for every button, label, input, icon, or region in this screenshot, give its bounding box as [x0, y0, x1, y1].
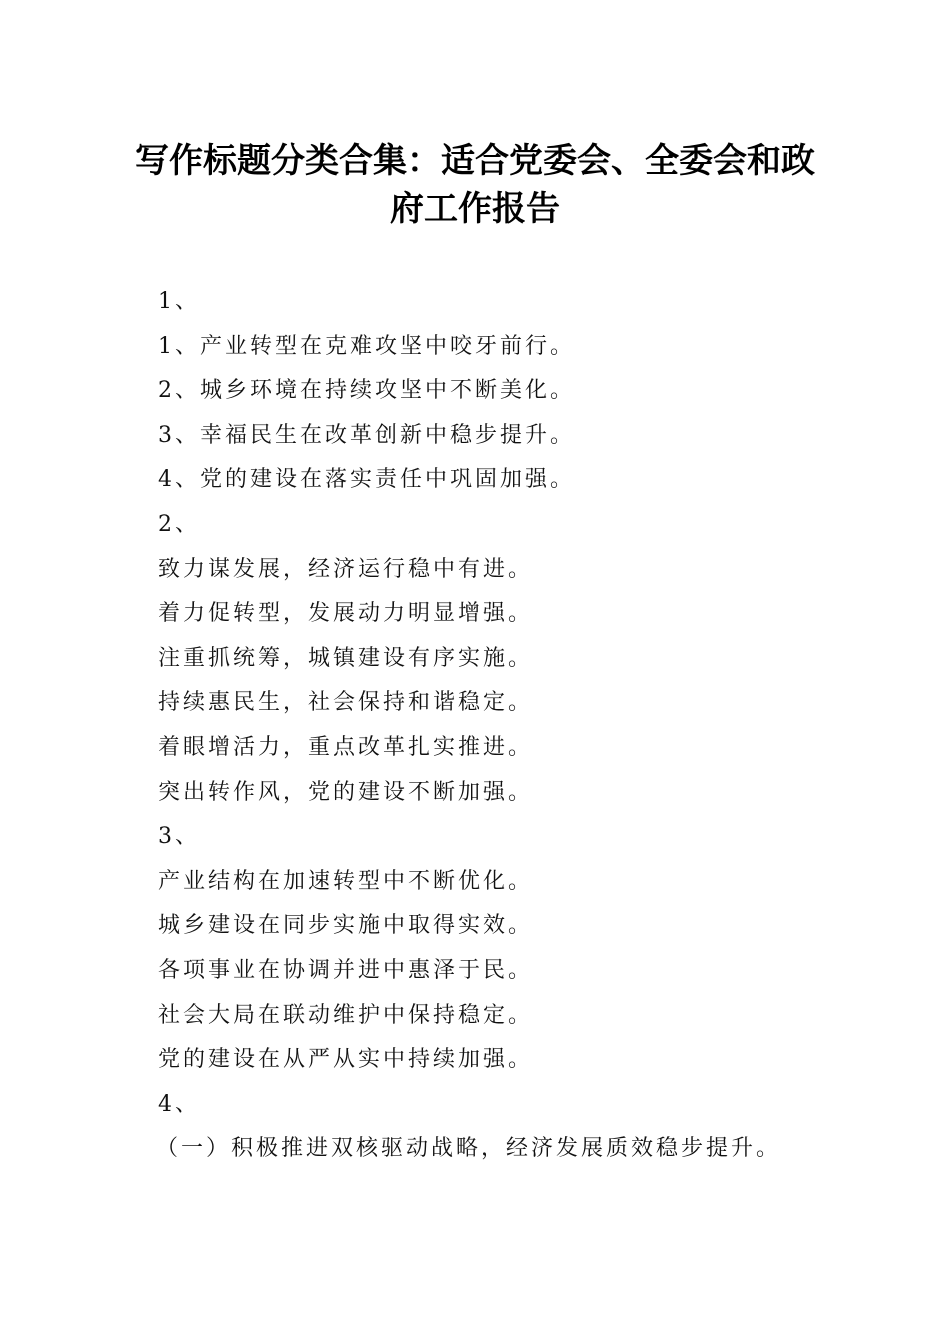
body-line: 2、城乡环境在持续攻坚中不断美化。	[158, 378, 575, 404]
body-line: （一）积极推进双核驱动战略，经济发展质效稳步提升。	[156, 1136, 782, 1162]
section-number: 4、	[158, 1091, 200, 1117]
body-line: 1、产业转型在克难攻坚中咬牙前行。	[158, 333, 575, 359]
body-line: 持续惠民生，社会保持和谐稳定。	[158, 690, 534, 716]
title-line-1: 写作标题分类合集：适合党委会、全委会和政	[135, 141, 815, 181]
document-title	[100, 137, 850, 233]
body-line: 注重抓统筹，城镇建设有序实施。	[158, 645, 534, 671]
section-number: 2、	[158, 511, 200, 537]
body-line: 产业结构在加速转型中不断优化。	[158, 868, 534, 894]
body-line: 各项事业在协调并进中惠泽于民。	[158, 957, 534, 983]
document-body	[158, 280, 878, 1172]
body-line: 突出转作风，党的建设不断加强。	[158, 779, 534, 805]
body-line: 党的建设在从严从实中持续加强。	[158, 1047, 534, 1073]
body-line: 着眼增活力，重点改革扎实推进。	[158, 734, 534, 760]
body-line: 着力促转型，发展动力明显增强。	[158, 601, 534, 627]
section-number: 3、	[158, 824, 200, 850]
body-line: 3、幸福民生在改革创新中稳步提升。	[158, 422, 575, 448]
title-line-2: 府工作报告	[390, 189, 560, 229]
body-line: 城乡建设在同步实施中取得实效。	[158, 913, 534, 939]
section-number: 1、	[158, 289, 200, 314]
body-line: 致力谋发展，经济运行稳中有进。	[158, 556, 534, 582]
body-line: 4、党的建设在落实责任中巩固加强。	[158, 467, 575, 493]
body-line: 社会大局在联动维护中保持稳定。	[158, 1002, 534, 1028]
